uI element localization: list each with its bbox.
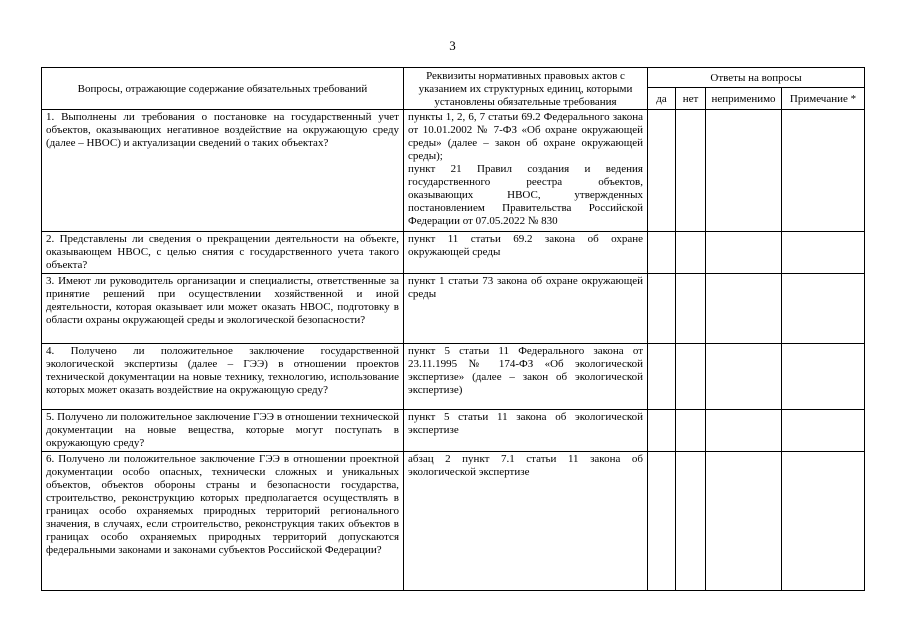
requisites-cell: пункт 5 статьи 11 Федерального закона от 23.11.1995 № 174-ФЗ «Об экологической экспертизе» (далее – закон об экологической экспертизе) [404, 344, 648, 410]
answer-not-applicable-cell[interactable] [706, 274, 782, 344]
answer-not-applicable-cell[interactable] [706, 232, 782, 274]
requisites-cell: пункты 1, 2, 6, 7 статьи 69.2 Федерального закона от 10.01.2002 № 7-ФЗ «Об охране окружающей среды» (далее – закон об охране окружающей среды); пункт 21 Правил создания и ведения государственного реестра объектов, оказывающих НВОС, утвержденных постановлением Правительства Российской Федерации от 07.05.2022 № 830 [404, 110, 648, 232]
answer-no-cell[interactable] [676, 110, 706, 232]
answer-yes-cell[interactable] [648, 110, 676, 232]
answer-note-cell[interactable] [782, 110, 865, 232]
question-cell: 5. Получено ли положительное заключение ГЭЭ в отношении технической документации на новые вещества, которые могут поступать в окружающую среду? [42, 410, 404, 452]
answer-no-cell[interactable] [676, 232, 706, 274]
answer-not-applicable-cell[interactable] [706, 452, 782, 591]
question-cell: 4. Получено ли положительное заключение государственной экологической экспертизы (далее – ГЭЭ) в отношении проектов технической документации на новые технику, технологию, использование которых может оказать воздействие на окружающую среду? [42, 344, 404, 410]
answer-no-cell[interactable] [676, 452, 706, 591]
requisites-cell: пункт 1 статьи 73 закона об охране окружающей среды [404, 274, 648, 344]
answer-no-cell[interactable] [676, 410, 706, 452]
checklist-table [41, 67, 865, 591]
answer-not-applicable-cell[interactable] [706, 110, 782, 232]
answer-yes-cell[interactable] [648, 344, 676, 410]
answer-no-cell[interactable] [676, 344, 706, 410]
answer-note-cell[interactable] [782, 344, 865, 410]
answer-not-applicable-cell[interactable] [706, 410, 782, 452]
answer-yes-cell[interactable] [648, 410, 676, 452]
header-answer-no: нет [676, 88, 706, 110]
header-answer-yes: да [648, 88, 676, 110]
table-row [42, 110, 865, 232]
answer-not-applicable-cell[interactable] [706, 344, 782, 410]
table-row [42, 344, 865, 410]
question-cell: 1. Выполнены ли требования о постановке на государственный учет объектов, оказывающих негативное воздействие на окружающую среду (далее – НВОС) и актуализации сведений о таких объектах? [42, 110, 404, 232]
answer-yes-cell[interactable] [648, 232, 676, 274]
header-questions: Вопросы, отражающие содержание обязательных требований [42, 68, 404, 110]
requisites-cell: пункт 5 статьи 11 закона об экологической экспертизе [404, 410, 648, 452]
answer-yes-cell[interactable] [648, 274, 676, 344]
question-cell: 6. Получено ли положительное заключение ГЭЭ в отношении проектной документации особо опасных, технически сложных и уникальных объектов, объектов обороны страны и безопасности государства, строительство, реконструкцию которых предполагается осуществлять в границах особо охраняемых природных территорий регионального значения, в случаях, если строительство, реконструкция таких объектов в границах особо охраняемых природных территорий допускаются федеральными законами и законами субъектов Российской Федерации? [42, 452, 404, 591]
answer-yes-cell[interactable] [648, 452, 676, 591]
header-answer-note: Примечание * [782, 88, 865, 110]
answer-note-cell[interactable] [782, 452, 865, 591]
answer-no-cell[interactable] [676, 274, 706, 344]
table-row [42, 410, 865, 452]
question-cell: 2. Представлены ли сведения о прекращении деятельности на объекте, оказывающем НВОС, с целью снятия с государственного учета такого объекта? [42, 232, 404, 274]
table-row [42, 452, 865, 591]
page-number: 3 [449, 38, 456, 53]
requisites-cell: пункт 11 статьи 69.2 закона об охране окружающей среды [404, 232, 648, 274]
answer-note-cell[interactable] [782, 274, 865, 344]
header-requisites: Реквизиты нормативных правовых актов с указанием их структурных единиц, которыми установлены обязательные требования [404, 68, 648, 110]
table-row [42, 274, 865, 344]
header-answers-group: Ответы на вопросы [648, 68, 865, 88]
answer-note-cell[interactable] [782, 232, 865, 274]
requisites-cell: абзац 2 пункт 7.1 статьи 11 закона об экологической экспертизе [404, 452, 648, 591]
header-answer-not-applicable: неприменимо [706, 88, 782, 110]
question-cell: 3. Имеют ли руководитель организации и специалисты, ответственные за принятие решений при осуществлении хозяйственной и иной деятельности, которая оказывает или может оказать НВОС, подготовку в области охраны окружающей среды и экологической безопасности? [42, 274, 404, 344]
table-row [42, 232, 865, 274]
answer-note-cell[interactable] [782, 410, 865, 452]
